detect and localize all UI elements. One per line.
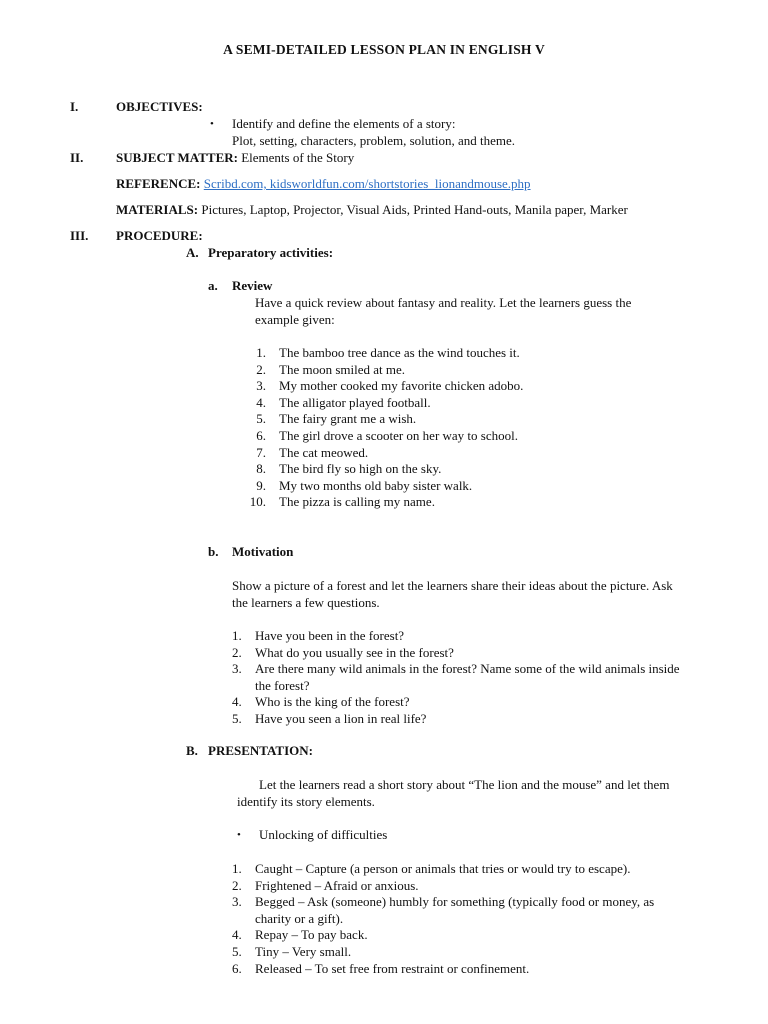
list-item-number: 6.: [232, 960, 242, 976]
subject-matter-line: [116, 150, 354, 166]
list-item: What do you usually see in the forest?: [255, 644, 454, 660]
subject-matter-value: Elements of the Story: [237, 150, 355, 165]
list-item: The bird fly so high on the sky.: [279, 461, 442, 477]
list-item-number: 2.: [232, 644, 242, 660]
list-item: the forest?: [255, 677, 310, 693]
section-number-3: III.: [70, 228, 89, 243]
section-number-2: II.: [70, 150, 84, 165]
materials-value: Pictures, Laptop, Projector, Visual Aids, Printed Hand-outs, Manila paper, Marker: [198, 202, 628, 217]
list-item: The cat meowed.: [279, 444, 369, 460]
list-item-number: 9.: [256, 477, 266, 493]
subsection-letter-a: A.: [186, 245, 199, 260]
list-item-number: 8.: [256, 461, 266, 477]
list-item: Begged – Ask (someone) humbly for something (typically food or money, as: [255, 894, 655, 910]
objective-line-2: Plot, setting, characters, problem, solution, and theme.: [232, 133, 516, 148]
section-number-1: I.: [70, 99, 79, 114]
list-item: charity or a gift).: [255, 910, 344, 926]
list-item-number: 2.: [256, 361, 266, 377]
motivation-letter: b.: [208, 544, 219, 559]
list-item: My mother cooked my favorite chicken adobo.: [279, 378, 524, 394]
list-item-number: 5.: [232, 711, 242, 726]
procedure-heading: PROCEDURE:: [116, 228, 203, 243]
presentation-heading: PRESENTATION:: [208, 743, 313, 758]
list-item: The moon smiled at me.: [279, 361, 406, 377]
bullet-icon: •: [210, 118, 214, 130]
materials-line: [116, 202, 628, 218]
list-item-number: 1.: [232, 861, 242, 876]
motivation-intro-1: Show a picture of a forest and let the learners share their ideas about the picture. Ask: [232, 578, 673, 593]
motivation-heading: Motivation: [232, 544, 294, 559]
materials-heading: MATERIALS:: [116, 202, 199, 217]
list-item-number: 4.: [256, 394, 266, 410]
list-item: The fairy grant me a wish.: [279, 411, 417, 427]
list-item-number: 3.: [232, 894, 242, 910]
list-item-number: 4.: [232, 927, 242, 943]
list-item: The bamboo tree dance as the wind touches it.: [279, 345, 520, 360]
list-item-number: 3.: [232, 661, 242, 677]
list-item: My two months old baby sister walk.: [279, 477, 473, 493]
unlocking-heading: Unlocking of difficulties: [259, 827, 388, 842]
objective-line-1: Identify and define the elements of a story:: [232, 116, 456, 131]
bullet-icon: •: [237, 829, 241, 841]
list-item-number: 3.: [256, 378, 266, 394]
list-item-number: 4.: [232, 694, 242, 710]
list-item-number: 5.: [232, 944, 242, 959]
list-item: Frightened – Afraid or anxious.: [255, 877, 419, 893]
list-item: Have you seen a lion in real life?: [255, 711, 427, 726]
page-title: A SEMI-DETAILED LESSON PLAN IN ENGLISH V: [223, 42, 545, 57]
list-item-number: 1.: [256, 345, 266, 360]
motivation-intro-2: the learners a few questions.: [232, 595, 380, 610]
reference-heading: REFERENCE:: [116, 176, 201, 191]
list-item-number: 6.: [256, 428, 266, 443]
list-item-number: 5.: [256, 411, 266, 427]
preparatory-heading: Preparatory activities:: [208, 245, 334, 260]
list-item: Have you been in the forest?: [255, 628, 405, 643]
subject-matter-heading: SUBJECT MATTER:: [116, 150, 238, 165]
review-heading: Review: [232, 278, 273, 293]
list-item-number: 10.: [249, 494, 266, 510]
list-item: Caught – Capture (a person or animals that tries or would try to escape).: [255, 861, 631, 876]
review-letter: a.: [208, 278, 218, 293]
list-item: Tiny – Very small.: [255, 944, 352, 959]
reference-line: [116, 176, 531, 192]
list-item: Are there many wild animals in the forest? Name some of the wild animals inside: [255, 661, 680, 677]
presentation-para-2: identify its story elements.: [237, 794, 375, 809]
list-item: The pizza is calling my name.: [279, 494, 435, 510]
list-item: The alligator played football.: [279, 394, 431, 410]
list-item: Released – To set free from restraint or confinement.: [255, 960, 530, 976]
review-intro-2: example given:: [255, 312, 335, 327]
list-item-number: 1.: [232, 628, 242, 643]
list-item: Who is the king of the forest?: [255, 694, 410, 710]
reference-link[interactable]: Scribd.com, kidsworldfun.com/shortstories_lionandmouse.php: [203, 176, 531, 191]
subsection-letter-b: B.: [186, 743, 198, 758]
review-intro-1: Have a quick review about fantasy and reality. Let the learners guess the: [255, 295, 632, 310]
presentation-para-1: Let the learners read a short story about “The lion and the mouse” and let them: [259, 777, 670, 792]
list-item: The girl drove a scooter on her way to school.: [279, 428, 518, 443]
objectives-heading: OBJECTIVES:: [116, 99, 203, 114]
list-item-number: 2.: [232, 877, 242, 893]
list-item-number: 7.: [256, 444, 266, 460]
list-item: Repay – To pay back.: [255, 927, 368, 943]
